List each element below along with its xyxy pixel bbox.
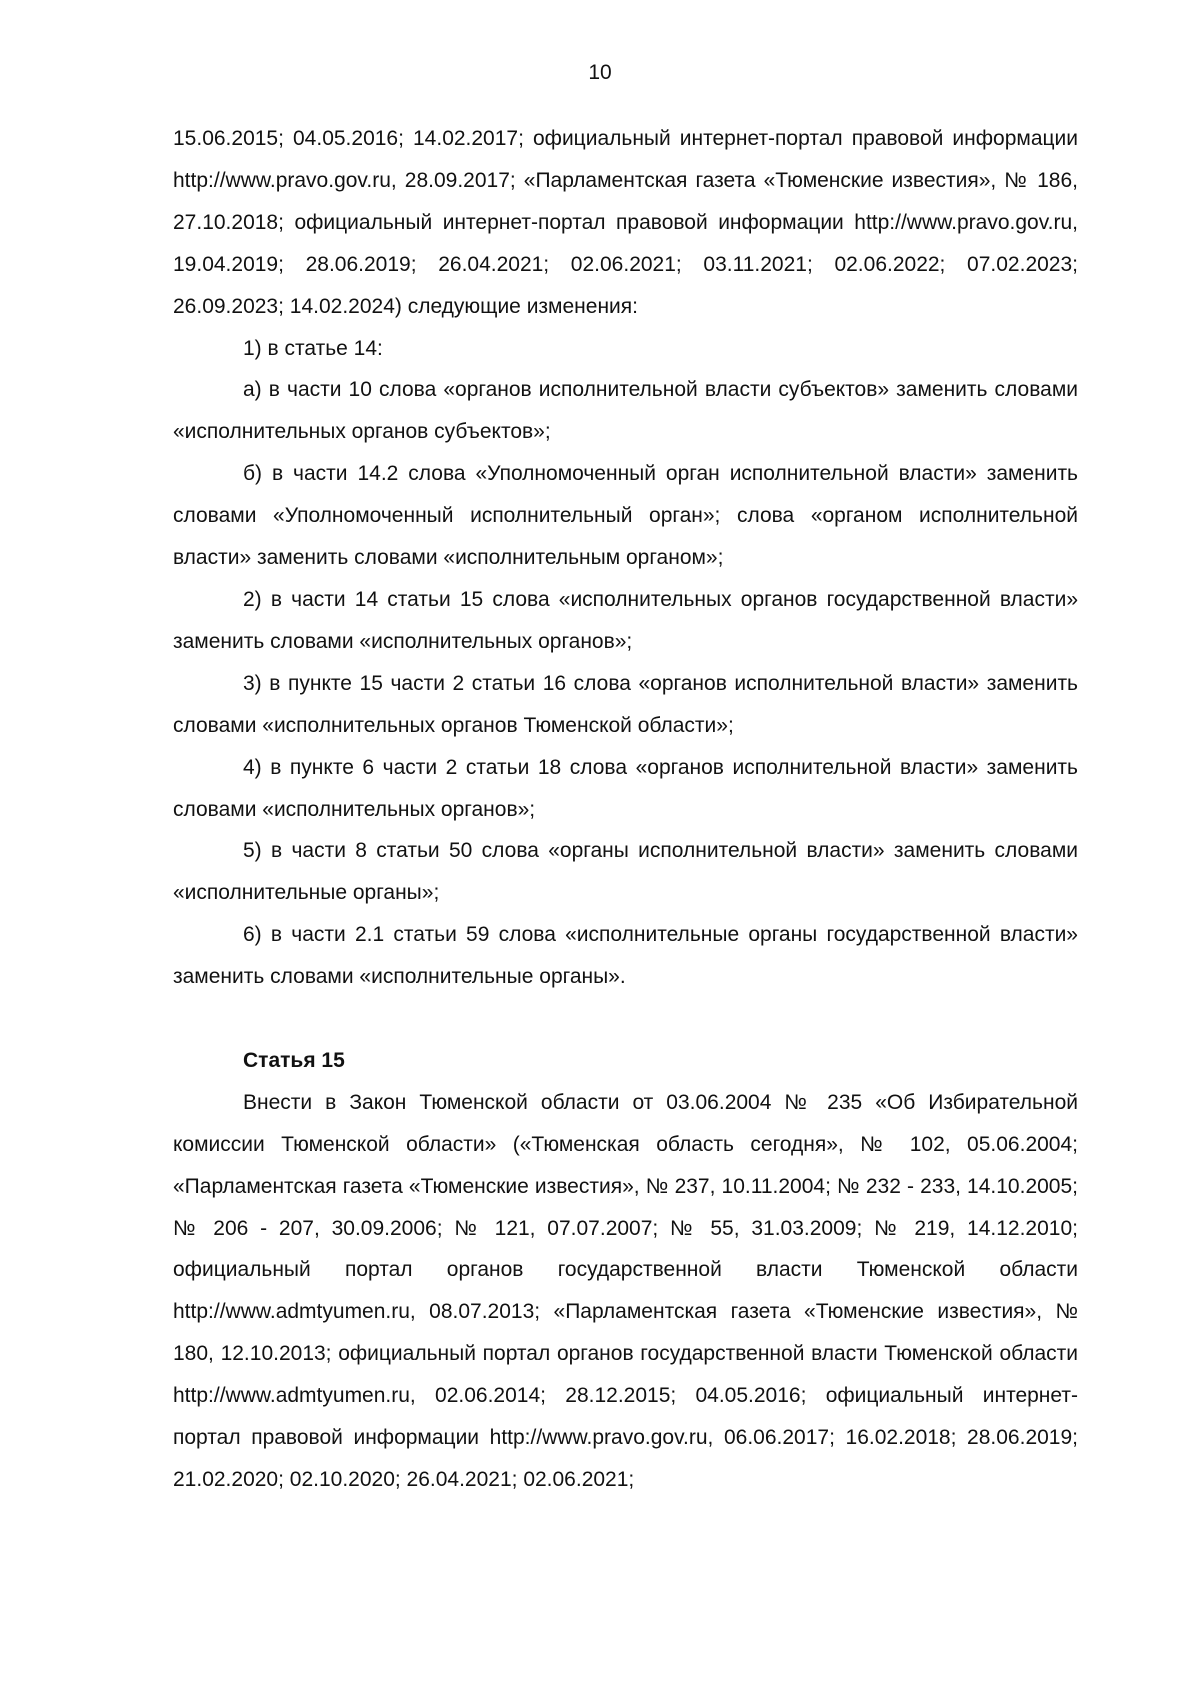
amendment-item-6: 6) в части 2.1 статьи 59 слова «исполнительные органы государственной власти» заменить словами «исполнительные органы». — [173, 923, 1078, 989]
amendment-item-2: 2) в части 14 статьи 15 слова «исполнительных органов государственной власти» заменить словами «исполнительных органов»; — [173, 587, 1078, 653]
continuation-paragraph: 15.06.2015; 04.05.2016; 14.02.2017; официальный интернет-портал правовой информации http://www.pravo.gov.ru, 28.09.2017; «Парламентская газета «Тюменские известия», № 186, 27.10.2018; официальный интернет-портал правовой информации http://www.pravo.gov.ru, 19.04.2019; 28.06.2019; 26.04.2021; 02.06.2021; 03.11.2021; 02.06.2022; 07.02.2023; 26.09.2023; 14.02.2024) следующие изменения: — [173, 127, 1078, 318]
amendment-item-5: 5) в части 8 статьи 50 слова «органы исполнительной власти» заменить словами «исполнительные органы»; — [173, 839, 1078, 905]
amendment-item-4: 4) в пункте 6 части 2 статьи 18 слова «органов исполнительной власти» заменить словами «исполнительных органов»; — [173, 755, 1078, 821]
amendment-item-3: 3) в пункте 15 части 2 статьи 16 слова «органов исполнительной власти» заменить словами «исполнительных органов Тюменской области»; — [173, 671, 1078, 737]
article-title: Статья 15 — [243, 1048, 345, 1072]
amendment-subitem-b: б) в части 14.2 слова «Уполномоченный орган исполнительной власти» заменить словами «Уполномоченный исполнительный орган»; слова «органом исполнительной власти» заменить словами «исполнительным органом»; — [173, 462, 1078, 570]
amendment-subitem-a: а) в части 10 слова «органов исполнительной власти субъектов» заменить словами «исполнительных органов субъектов»; — [173, 378, 1078, 444]
page-number: 10 — [588, 61, 612, 84]
article-body-paragraph: Внести в Закон Тюменской области от 03.06.2004 № 235 «Об Избирательной комиссии Тюменской области» («Тюменская область сегодня», № 102, 05.06.2004; «Парламентская газета «Тюменские известия», № 237, 10.11.2004; № 232 - 233, 14.10.2005; № 206 - 207, 30.09.2006; № 121, 07.07.2007; № 55, 31.03.2009; № 219, 14.12.2010; официальный портал органов государственной власти Тюменской области http://www.admtyumen.ru, 08.07.2013; «Парламентская газета «Тюменские известия», № 180, 12.10.2013; официальный портал органов государственной власти Тюменской области http://www.admtyumen.ru, 02.06.2014; 28.12.2015; 04.05.2016; официальный интернет-портал правовой информации http://www.pravo.gov.ru, 06.06.2017; 16.02.2018; 28.06.2019; 21.02.2020; 02.10.2020; 26.04.2021; 02.06.2021; — [173, 1090, 1078, 1491]
amendment-item-1: 1) в статье 14: — [243, 336, 383, 360]
document-body — [173, 118, 1078, 1501]
